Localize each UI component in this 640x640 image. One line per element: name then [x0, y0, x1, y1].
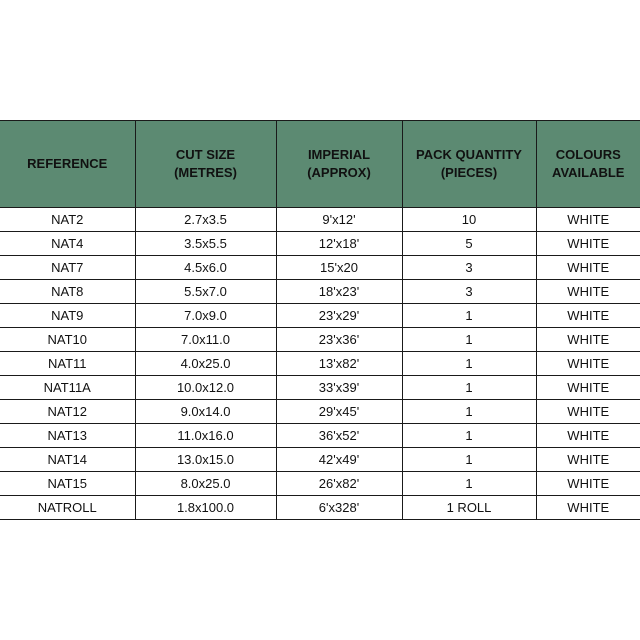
cell-reference: NAT8 — [0, 280, 135, 304]
cell-imperial: 6'x328' — [276, 496, 402, 520]
cell-reference: NAT15 — [0, 472, 135, 496]
header-pack-quantity: PACK QUANTITY (PIECES) — [402, 121, 536, 208]
table-row — [0, 424, 640, 448]
table-row — [0, 256, 640, 280]
cell-imperial: 23'x36' — [276, 328, 402, 352]
table-row — [0, 400, 640, 424]
cell-colours: WHITE — [536, 448, 640, 472]
table-row — [0, 448, 640, 472]
cell-imperial: 15'x20 — [276, 256, 402, 280]
cell-pack-quantity: 3 — [402, 256, 536, 280]
cell-cut-size: 4.0x25.0 — [135, 352, 276, 376]
cell-reference: NATROLL — [0, 496, 135, 520]
cell-colours: WHITE — [536, 304, 640, 328]
cell-imperial: 13'x82' — [276, 352, 402, 376]
table-row — [0, 304, 640, 328]
header-reference: REFERENCE — [0, 121, 135, 208]
cell-imperial: 12'x18' — [276, 232, 402, 256]
cell-colours: WHITE — [536, 496, 640, 520]
cell-cut-size: 7.0x9.0 — [135, 304, 276, 328]
cell-reference: NAT10 — [0, 328, 135, 352]
cell-colours: WHITE — [536, 328, 640, 352]
table-row — [0, 328, 640, 352]
cell-imperial: 23'x29' — [276, 304, 402, 328]
cell-colours: WHITE — [536, 256, 640, 280]
cell-cut-size: 9.0x14.0 — [135, 400, 276, 424]
cell-colours: WHITE — [536, 208, 640, 232]
cell-pack-quantity: 1 — [402, 328, 536, 352]
cell-pack-quantity: 1 — [402, 400, 536, 424]
table-row — [0, 496, 640, 520]
cell-cut-size: 1.8x100.0 — [135, 496, 276, 520]
cell-colours: WHITE — [536, 472, 640, 496]
cell-cut-size: 5.5x7.0 — [135, 280, 276, 304]
cell-colours: WHITE — [536, 280, 640, 304]
size-table-container — [0, 120, 640, 520]
cell-pack-quantity: 1 — [402, 424, 536, 448]
cell-colours: WHITE — [536, 352, 640, 376]
cell-colours: WHITE — [536, 232, 640, 256]
cell-colours: WHITE — [536, 400, 640, 424]
cell-reference: NAT7 — [0, 256, 135, 280]
table-row — [0, 352, 640, 376]
cell-pack-quantity: 3 — [402, 280, 536, 304]
cell-pack-quantity: 1 — [402, 304, 536, 328]
table-body — [0, 208, 640, 520]
cell-reference: NAT4 — [0, 232, 135, 256]
cell-pack-quantity: 10 — [402, 208, 536, 232]
cell-cut-size: 4.5x6.0 — [135, 256, 276, 280]
cell-pack-quantity: 1 — [402, 448, 536, 472]
cell-cut-size: 2.7x3.5 — [135, 208, 276, 232]
cell-reference: NAT11A — [0, 376, 135, 400]
size-table — [0, 120, 640, 520]
cell-imperial: 29'x45' — [276, 400, 402, 424]
cell-colours: WHITE — [536, 376, 640, 400]
cell-imperial: 36'x52' — [276, 424, 402, 448]
table-row — [0, 280, 640, 304]
cell-cut-size: 3.5x5.5 — [135, 232, 276, 256]
cell-cut-size: 10.0x12.0 — [135, 376, 276, 400]
cell-colours: WHITE — [536, 424, 640, 448]
cell-imperial: 18'x23' — [276, 280, 402, 304]
cell-imperial: 42'x49' — [276, 448, 402, 472]
cell-reference: NAT11 — [0, 352, 135, 376]
cell-pack-quantity: 1 ROLL — [402, 496, 536, 520]
table-row — [0, 472, 640, 496]
cell-cut-size: 8.0x25.0 — [135, 472, 276, 496]
cell-pack-quantity: 1 — [402, 352, 536, 376]
cell-imperial: 9'x12' — [276, 208, 402, 232]
header-colours-available: COLOURS AVAILABLE — [536, 121, 640, 208]
cell-imperial: 26'x82' — [276, 472, 402, 496]
cell-pack-quantity: 5 — [402, 232, 536, 256]
cell-pack-quantity: 1 — [402, 472, 536, 496]
header-cut-size: CUT SIZE (METRES) — [135, 121, 276, 208]
table-row — [0, 232, 640, 256]
cell-reference: NAT12 — [0, 400, 135, 424]
table-row — [0, 376, 640, 400]
cell-pack-quantity: 1 — [402, 376, 536, 400]
cell-cut-size: 11.0x16.0 — [135, 424, 276, 448]
cell-reference: NAT13 — [0, 424, 135, 448]
table-row — [0, 208, 640, 232]
table-header-row — [0, 121, 640, 208]
cell-reference: NAT2 — [0, 208, 135, 232]
cell-cut-size: 7.0x11.0 — [135, 328, 276, 352]
cell-imperial: 33'x39' — [276, 376, 402, 400]
cell-reference: NAT14 — [0, 448, 135, 472]
cell-cut-size: 13.0x15.0 — [135, 448, 276, 472]
cell-reference: NAT9 — [0, 304, 135, 328]
header-imperial: IMPERIAL (APPROX) — [276, 121, 402, 208]
